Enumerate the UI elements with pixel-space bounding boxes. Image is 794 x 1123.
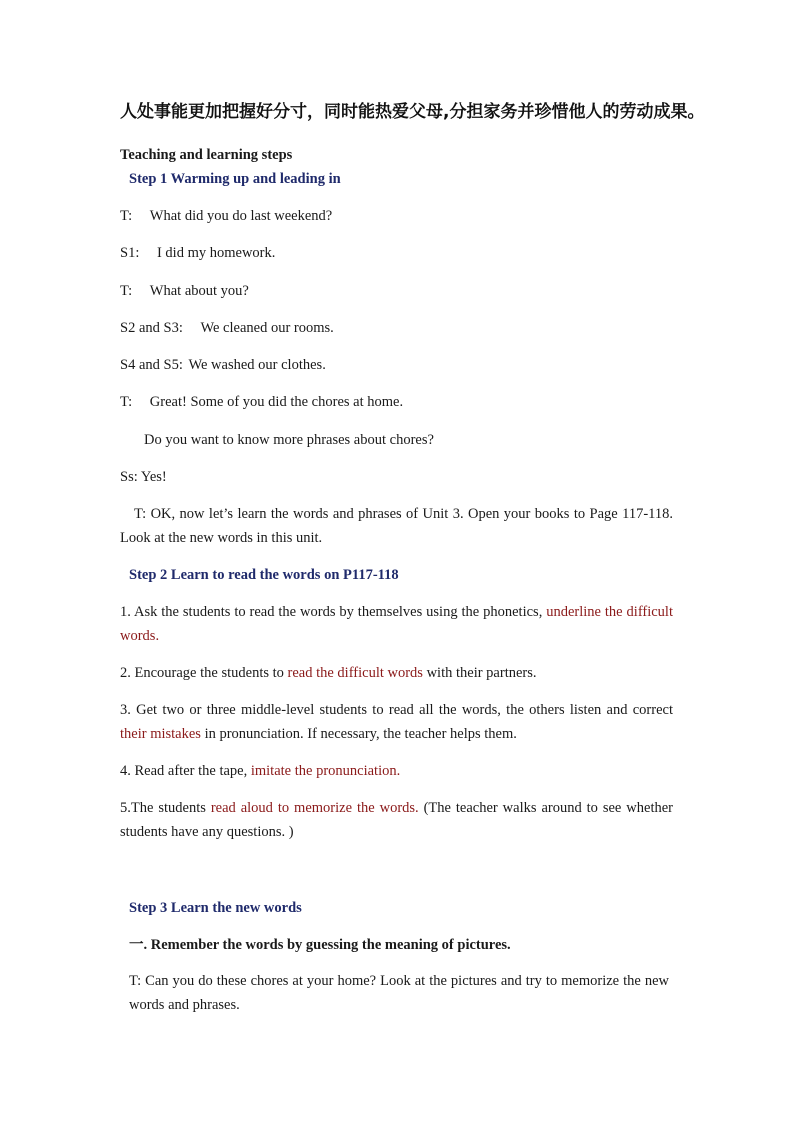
item-highlight: read aloud to memorize the words. bbox=[210, 800, 419, 816]
dialogue-line-6 bbox=[120, 392, 403, 412]
step2-item-5 bbox=[120, 796, 673, 844]
utterance: I did my homework. bbox=[156, 245, 276, 261]
utterance: What about you? bbox=[149, 283, 249, 299]
item-text: 1. Ask the students to read the words by themselves using the phonetics, bbox=[120, 604, 547, 620]
step2-item-1 bbox=[120, 600, 673, 648]
utterance: We washed our clothes. bbox=[188, 357, 326, 373]
speaker: S1: bbox=[120, 245, 140, 261]
dialogue-line-1 bbox=[120, 206, 332, 226]
dialogue-line-3 bbox=[120, 281, 249, 301]
item-highlight: underline the difficult words. bbox=[120, 604, 673, 644]
intro-line: 人处事能更加把握好分寸，同时能热爱父母,分担家务并珍惜他人的劳动成果。 bbox=[120, 102, 705, 122]
step1-title: Step 1 Warming up and leading in bbox=[129, 171, 341, 187]
item-text-end: (The teacher walks around to see whether students have any questions. ) bbox=[120, 800, 673, 840]
item-text: 2. Encourage the students to bbox=[120, 665, 288, 681]
item-text-end: with their partners. bbox=[422, 665, 537, 681]
item-highlight: imitate the pronunciation. bbox=[250, 763, 401, 779]
step2-item-3 bbox=[120, 698, 673, 746]
step2-title: Step 2 Learn to read the words on P117-118 bbox=[129, 567, 399, 583]
teacher-instruction: T: OK, now let’s learn the words and phrases of Unit 3. Open your books to Page 117-118. Look at the new words in this unit. bbox=[120, 506, 673, 546]
step3-instruction: T: Can you do these chores at your home? Look at the pictures and try to memorize the new words and phrases. bbox=[129, 973, 669, 1013]
utterance: We cleaned our rooms. bbox=[200, 320, 334, 336]
item-text: 5.The students bbox=[120, 800, 211, 816]
section-title: Teaching and learning steps bbox=[120, 147, 293, 163]
dialogue-line-2 bbox=[120, 243, 275, 263]
item-highlight: their mistakes bbox=[120, 726, 201, 742]
item-text: 4. Read after the tape, bbox=[120, 763, 251, 779]
speaker: S2 and S3: bbox=[120, 320, 183, 336]
speaker: S4 and S5: bbox=[120, 357, 183, 373]
dialogue-line-5 bbox=[120, 355, 326, 375]
utterance: Great! Some of you did the chores at home. bbox=[149, 394, 404, 410]
step2-item-2 bbox=[120, 661, 673, 685]
followup-question: Do you want to know more phrases about chores? bbox=[144, 432, 434, 448]
utterance: What did you do last weekend? bbox=[149, 208, 333, 224]
students-reply: Ss: Yes! bbox=[120, 469, 167, 485]
step3-title: Step 3 Learn the new words bbox=[129, 900, 302, 916]
item-text: 3. Get two or three middle-level students to read all the words, the others listen and correct bbox=[120, 702, 673, 718]
step2-item-4 bbox=[120, 759, 673, 783]
speaker: T: bbox=[120, 283, 133, 299]
speaker: T: bbox=[120, 394, 133, 410]
item-text-end: in pronunciation. If necessary, the teacher helps them. bbox=[200, 726, 517, 742]
dialogue-line-4 bbox=[120, 318, 334, 338]
item-highlight: read the difficult words bbox=[287, 665, 423, 681]
step3-subheading: 一. Remember the words by guessing the meaning of pictures. bbox=[129, 937, 511, 953]
speaker: T: bbox=[120, 208, 133, 224]
